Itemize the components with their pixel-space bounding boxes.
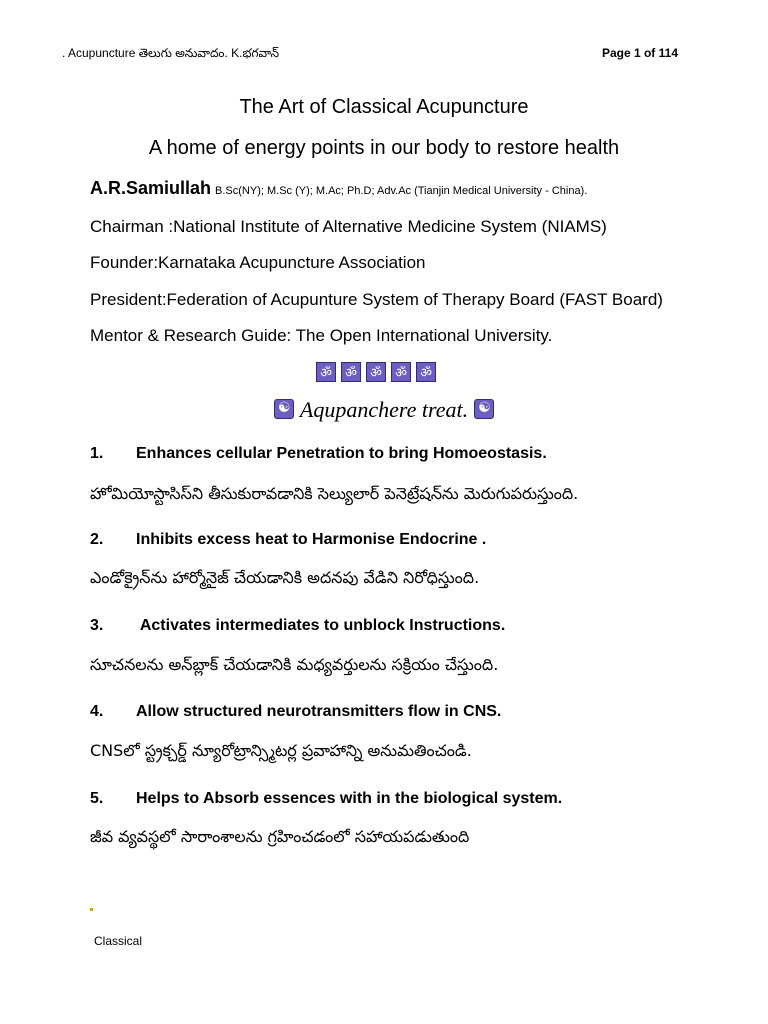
document-subtitle: A home of energy points in our body to restore health xyxy=(148,137,620,159)
footer-dot xyxy=(90,908,93,911)
item-text-english: Allow structured neurotransmitters flow in CNS. xyxy=(136,703,502,720)
author-name: A.R.Samiullah xyxy=(90,178,212,198)
list-item-5 xyxy=(90,790,562,808)
list-item-2 xyxy=(90,531,486,549)
author-credentials: B.Sc(NY); M.Sc (Y); M.Ac; Ph.D; Adv.Ac (Tianjin Medical University - China). xyxy=(215,185,588,197)
yin-yang-icon xyxy=(274,399,294,419)
item-text-telugu: CNSలో స్ట్రక్చర్డ్ న్యూరోట్రాన్స్మిటర్ల ప్రవాహాన్ని అనుమతించండి. xyxy=(90,741,472,760)
list-item-4 xyxy=(90,703,501,721)
item-number: 5. xyxy=(90,790,104,807)
section-heading-row xyxy=(0,397,768,423)
om-icon: ॐ xyxy=(316,362,336,382)
document-title: The Art of Classical Acupuncture xyxy=(239,96,529,118)
item-text-telugu: హోమియోస్టాసిస్‌ని తీసుకురావడానికి సెల్యులార్ పెనెట్రేషన్‌ను మెరుగుపరుస్తుంది. xyxy=(90,484,579,503)
item-text-telugu: సూచనలను అన్‌బ్లాక్ చేయడానికి మధ్యవర్తులను సక్రియం చేస్తుంది. xyxy=(90,655,499,674)
item-text-english: Inhibits excess heat to Harmonise Endocrine . xyxy=(136,531,487,548)
item-number: 1. xyxy=(90,445,104,462)
chairman-line: Chairman :National Institute of Alternative Medicine System (NIAMS) xyxy=(90,217,607,236)
item-number: 4. xyxy=(90,703,104,720)
page-header xyxy=(62,46,678,66)
founder-line: Founder:Karnataka Acupuncture Association xyxy=(90,253,426,272)
item-text-english: Activates intermediates to unblock Instructions. xyxy=(136,617,506,634)
list-item-3 xyxy=(90,617,505,635)
president-line: President:Federation of Acupunture System of Therapy Board (FAST Board) xyxy=(90,290,663,309)
om-icon: ॐ xyxy=(366,362,386,382)
section-heading: Aqupanchere treat. xyxy=(299,397,469,422)
page-footer: Classical xyxy=(94,934,143,948)
yin-yang-icon xyxy=(474,399,494,419)
item-text-telugu: జీవ వ్యవస్థలో సారాంశాలను గ్రహించడంలో సహాయపడుతుంది xyxy=(90,827,470,846)
header-title: . Acupuncture తెలుగు అనువాదం. K.భగవాన్ xyxy=(62,46,280,60)
author-line xyxy=(90,178,587,199)
item-number: 3. xyxy=(90,617,104,634)
item-number: 2. xyxy=(90,531,104,548)
om-icon: ॐ xyxy=(341,362,361,382)
om-icon: ॐ xyxy=(416,362,436,382)
item-text-telugu: ఎండోక్రైన్‌ను హార్మోనైజ్ చేయడానికి అదనపు వేడిని నిరోధిస్తుంది. xyxy=(90,568,480,587)
page-number: Page 1 of 114 xyxy=(601,46,678,60)
item-text-english: Enhances cellular Penetration to bring Homoeostasis. xyxy=(136,445,547,462)
list-item-1 xyxy=(90,445,547,463)
item-text-english: Helps to Absorb essences with in the biological system. xyxy=(136,790,563,807)
mentor-line: Mentor & Research Guide: The Open International University. xyxy=(90,326,553,345)
om-icon: ॐ xyxy=(391,362,411,382)
om-symbol-row xyxy=(316,362,436,382)
